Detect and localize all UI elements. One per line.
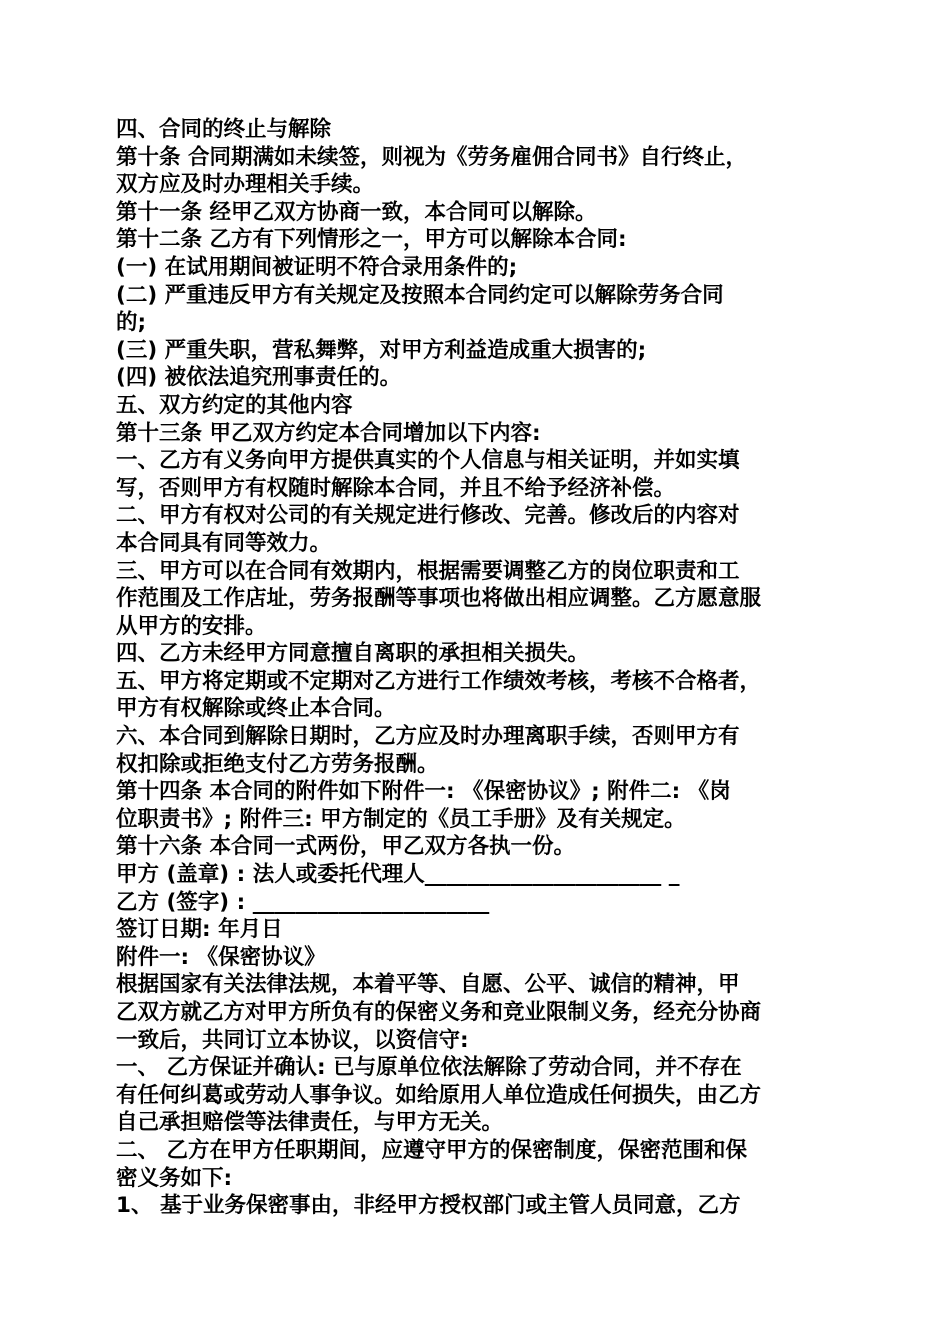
text-line: 第十四条 本合同的附件如下附件一: 《保密协议》; 附件二: 《岗 [116, 779, 731, 805]
text-line: 权扣除或拒绝支付乙方劳务报酬。 [116, 751, 439, 777]
text-line: 附件一: 《保密协议》 [116, 944, 326, 970]
text-line: 三、甲方可以在合同有效期内，根据需要调整乙方的岗位职责和工 [116, 558, 740, 584]
text-line: 二、甲方有权对公司的有关规定进行修改、完善。修改后的内容对 [116, 503, 740, 529]
text-line: 根据国家有关法律法规，本着平等、自愿、公平、诚信的精神，甲 [116, 972, 740, 998]
text-line: 从甲方的安排。 [116, 613, 267, 639]
text-line: 双方应及时办理相关手续。 [116, 172, 375, 198]
text-line: 第十六条 本合同一式两份，甲乙双方各执一份。 [116, 834, 575, 860]
text-line: 五、双方约定的其他内容 [116, 392, 353, 418]
text-line: 乙方 (签字) : ______________________ [116, 889, 490, 915]
document-body [116, 116, 836, 1220]
text-line: 自己承担赔偿等法律责任，与甲方无关。 [116, 1110, 504, 1136]
text-line: 四、乙方未经甲方同意擅自离职的承担相关损失。 [116, 641, 590, 667]
text-line: (三) 严重失职，营私舞弊，对甲方利益造成重大损害的; [116, 337, 647, 363]
text-line: 六、本合同到解除日期时，乙方应及时办理离职手续，否则甲方有 [116, 724, 740, 750]
text-line: 签订日期: 年月日 [116, 917, 283, 943]
text-line: 一致后，共同订立本协议，以资信守: [116, 1027, 469, 1053]
text-line: (二) 严重违反甲方有关规定及按照本合同约定可以解除劳务合同 [116, 282, 724, 308]
text-line: 有任何纠葛或劳动人事争议。如给原用人单位造成任何损失，由乙方 [116, 1082, 762, 1108]
text-line: (一) 在试用期间被证明不符合录用条件的; [116, 254, 518, 280]
text-line: 作范围及工作店址，劳务报酬等事项也将做出相应调整。乙方愿意服 [116, 586, 762, 612]
text-line: 密义务如下: [116, 1165, 233, 1191]
text-line: 乙双方就乙方对甲方所负有的保密义务和竞业限制义务，经充分协商 [116, 1000, 762, 1025]
text-line: (四) 被依法追究刑事责任的。 [116, 365, 402, 391]
text-line: 本合同具有同等效力。 [116, 530, 332, 556]
text-line: 甲方 (盖章) : 法人或委托代理人______________________ _ [116, 862, 680, 888]
text-line: 五、甲方将定期或不定期对乙方进行工作绩效考核，考核不合格者， [116, 668, 762, 694]
text-line: 位职责书》; 附件三: 甲方制定的《员工手册》及有关规定。 [116, 806, 686, 832]
text-line: 写，否则甲方有权随时解除本合同，并且不给予经济补偿。 [116, 475, 676, 501]
text-line: 一、 乙方保证并确认: 已与原单位依法解除了劳动合同，并不存在 [116, 1055, 742, 1081]
text-line: 二、 乙方在甲方任职期间，应遵守甲方的保密制度，保密范围和保 [116, 1137, 747, 1163]
text-line: 四、合同的终止与解除 [116, 117, 332, 142]
text-line: 第十三条 甲乙双方约定本合同增加以下内容: [116, 420, 541, 446]
text-line: 第十二条 乙方有下列情形之一，甲方可以解除本合同: [116, 227, 627, 253]
text-line: 第十一条 经甲乙双方协商一致，本合同可以解除。 [116, 199, 597, 225]
text-line: 甲方有权解除或终止本合同。 [116, 696, 396, 722]
text-line: 一、乙方有义务向甲方提供真实的个人信息与相关证明，并如实填 [116, 448, 740, 474]
text-line: 第十条 合同期满如未续签，则视为《劳务雇佣合同书》自行终止， [116, 144, 747, 170]
text-line: 1、 基于业务保密事由，非经甲方授权部门或主管人员同意，乙方 [116, 1193, 741, 1219]
text-line: 的; [116, 310, 147, 336]
